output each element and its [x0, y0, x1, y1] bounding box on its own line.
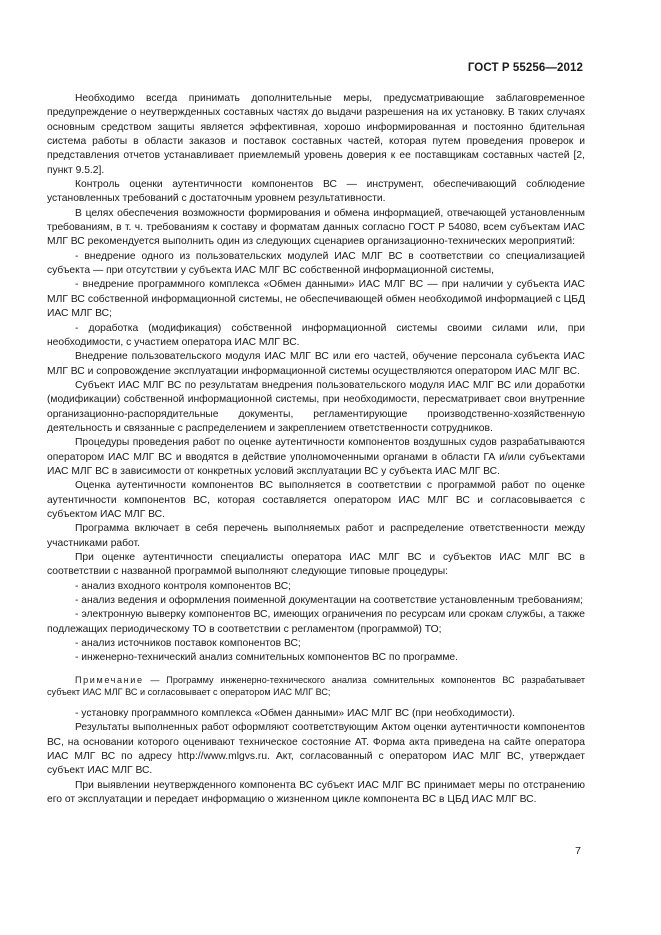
list-item: - анализ ведения и оформления поименной документации на соответствие установленным требованиям; — [75, 595, 584, 607]
paragraph: Контроль оценки аутентичности компонентов ВС — инструмент, обеспечивающий соблюдение установленных требований с достаточным уровнем результативности. — [47, 179, 585, 205]
document-code-header: ГОСТ Р 55256—2012 — [467, 62, 583, 74]
paragraph: Результаты выполненных работ оформляют соответствующим Актом оценки аутентичности компонентов ВС, на основании которого оценивают техническое состояние АТ. Форма акта приведена на сайте оператора ИАС МЛГ ВС по адресу http://www.mlgvs.ru. Акт, согласованный с оператором ИАС МЛГ ВС, утверждает субъект ИАС МЛГ ВС. — [47, 722, 585, 777]
page-number: 7 — [575, 845, 581, 857]
paragraph: Оценка аутентичности компонентов ВС выполняется в соответствии с программой работ по оценке аутентичности компонентов ВС, которая составляется оператором ИАС МЛГ ВС и согласовывается с субъектом ИАС МЛГ ВС. — [47, 480, 585, 520]
paragraph: Необходимо всегда принимать дополнительные меры, предусматривающие заблаговременное предупреждение о неутвержденных составных частях до выдачи разрешения на их установку. В таких случаях основным средством защиты является эффективная, хорошо информированная и постоянно бдительная система работы в области заказов и поставок составных частей, которая путем проведения проверок и представления отчетов устанавливает приемлемый уровень доверия к ее поставщикам составных частей [2, пункт 9.5.2]. — [47, 93, 585, 176]
document-body — [47, 92, 585, 807]
list-item: - электронную выверку компонентов ВС, имеющих ограничения по ресурсам или срокам службы, а также подлежащих периодическому ТО в соответствии с регламентом (программой) ТО; — [47, 609, 585, 635]
list-item: - анализ источников поставок компонентов ВС; — [75, 638, 301, 650]
paragraph: В целях обеспечения возможности формирования и обмена информацией, отвечающей установленным требованиям, в т. ч. требованиям к составу и форматам данных согласно ГОСТ Р 54080, всем субъектам ИАС МЛГ ВС рекомендуется выполнить один из следующих сценариев организационно-технических мероприятий: — [47, 207, 585, 248]
paragraph: Внедрение пользовательского модуля ИАС МЛГ ВС или его частей, обучение персонала субъекта ИАС МЛГ ВС и сопровождение эксплуатации информационной системы осуществляются оператором ИАС МЛГ ВС. — [47, 351, 585, 377]
list-item: - установку программного комплекса «Обмен данными» ИАС МЛГ ВС (при необходимости). — [75, 707, 515, 719]
list-item: - инженерно-технический анализ сомнительных компонентов ВС по программе. — [75, 652, 459, 664]
paragraph: При оценке аутентичности специалисты оператора ИАС МЛГ ВС и субъектов ИАС МЛГ ВС в соответствии с названной программой выполняют следующие типовые процедуры: — [47, 552, 585, 578]
list-item: - внедрение программного комплекса «Обмен данными» ИАС МЛГ ВС — при наличии у субъекта ИАС МЛГ ВС собственной информационной системы, не обеспечивающей обмен необходимой информацией с ЦБД ИАС МЛГ ВС; — [47, 279, 585, 320]
paragraph: Программа включает в себя перечень выполняемых работ и распределение ответственности между участниками работ. — [47, 523, 585, 549]
paragraph: Процедуры проведения работ по оценке аутентичности компонентов воздушных судов разрабатываются оператором ИАС МЛГ ВС и вводятся в действие уполномоченными органами в области ГА и/или субъектами ИАС МЛГ ВС в зависимости от конкретных условий эксплуатации ВС у субъекта ИАС МЛГ ВС. — [47, 437, 585, 477]
note-text: — Программу инженерно-технического анализа сомнительных компонентов ВС разрабатывает субъект ИАС МЛГ ВС и согласовывает с оператором ИАС МЛГ ВС; — [47, 674, 585, 698]
list-item: - доработка (модификация) собственной информационной системы своими силами или, при необходимости, с участием оператора ИАС МЛГ ВС. — [47, 322, 585, 348]
note-label: Примечание — [75, 674, 144, 685]
list-item: - внедрение одного из пользовательских модулей ИАС МЛГ ВС в соответствии со специализацией субъекта — при отсутствии у субъекта ИАС МЛГ ВС собственной информационной системы, — [47, 250, 585, 277]
list-item: - анализ входного контроля компонентов ВС; — [75, 580, 292, 592]
paragraph: При выявлении неутвержденного компонента ВС субъект ИАС МЛГ ВС принимает меры по отстранению его от эксплуатации и передает информацию о жизненном цикле компонента ВС в ЦБД ИАС МЛГ ВС. — [47, 779, 585, 805]
paragraph: Субъект ИАС МЛГ ВС по результатам внедрения пользовательского модуля ИАС МЛГ ВС или доработки (модификации) собственной информационной системы, при необходимости, пересматривает свои внутренние организационно-распорядительные документы, регламентирующие производственно-хозяйственную деятельность и связанные с распределением и закреплением ответственности сотрудников. — [47, 379, 585, 434]
note-paragraph — [47, 674, 585, 699]
